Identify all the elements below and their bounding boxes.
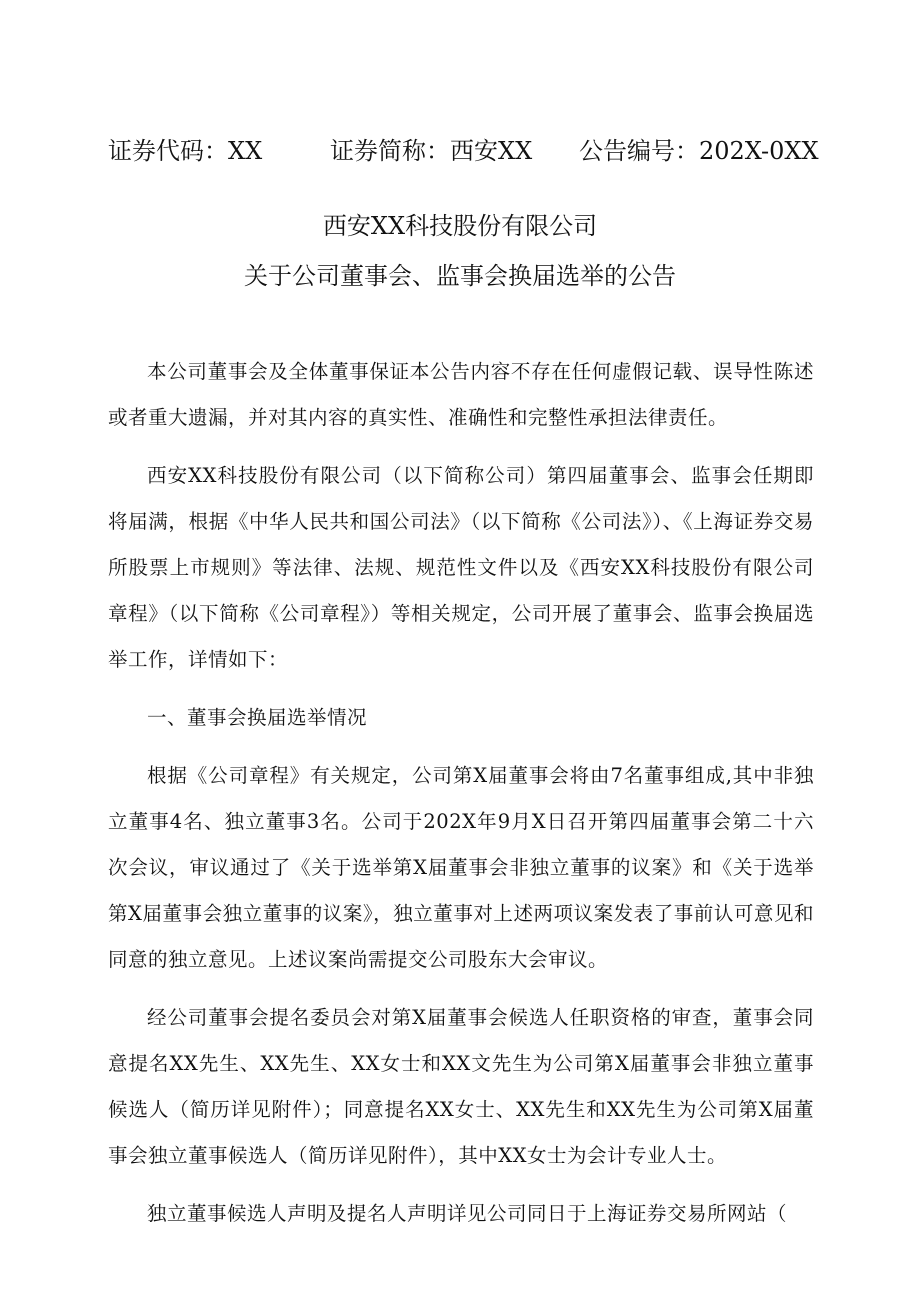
paragraph-nominations: 经公司董事会提名委员会对第X届董事会候选人任职资格的审查，董事会同意提名XX先生、XX先生、XX女士和XX文先生为公司第X届董事会非独立董事候选人（简历详见附件）；同意提名XX女士、XX先生和XX先生为公司第X届董事会独立董事候选人（简历详见附件），其中XX女士为会计专业人士。 — [108, 1006, 814, 1167]
paragraph-declarations: 独立董事候选人声明及提名人声明详见公司同日于上海证券交易所网站（ — [147, 1202, 788, 1225]
announcement-title: 关于公司董事会、监事会换届选举的公告 — [244, 262, 676, 290]
section-heading-board-election: 一、董事会换届选举情况 — [147, 706, 368, 729]
paragraph-background: 西安XX科技股份有限公司（以下简称公司）第四届董事会、监事会任期即将届满，根据《中华人民共和国公司法》（以下简称《公司法》）、《上海证券交易所股票上市规则》等法律、法规、规范性文件以及《西安XX科技股份有限公司章程》（以下简称《公司章程》）等相关规定，公司开展了董事会、监事会换届选举工作，详情如下： — [108, 464, 814, 671]
company-name-title: 西安XX科技股份有限公司 — [322, 212, 598, 240]
paragraph-disclaimer: 本公司董事会及全体董事保证本公告内容不存在任何虚假记载、误导性陈述或者重大遗漏，并对其内容的真实性、准确性和完整性承担法律责任。 — [108, 360, 814, 429]
announcement-header — [108, 133, 828, 169]
stock-code: 证券代码：XX — [108, 137, 263, 165]
announcement-number: 公告编号：202X-0XX — [579, 137, 819, 165]
stock-abbreviation: 证券简称：西安XX — [330, 137, 533, 165]
paragraph-board-composition: 根据《公司章程》有关规定，公司第X届董事会将由7名董事组成,其中非独立董事4名、独立董事3名。公司于202X年9月X日召开第四届董事会第二十六次会议，审议通过了《关于选举第X届董事会非独立董事的议案》和《关于选举第X届董事会独立董事的议案》，独立董事对上述两项议案发表了事前认可意见和同意的独立意见。上述议案尚需提交公司股东大会审议。 — [108, 764, 814, 971]
announcement-body — [108, 349, 814, 1249]
